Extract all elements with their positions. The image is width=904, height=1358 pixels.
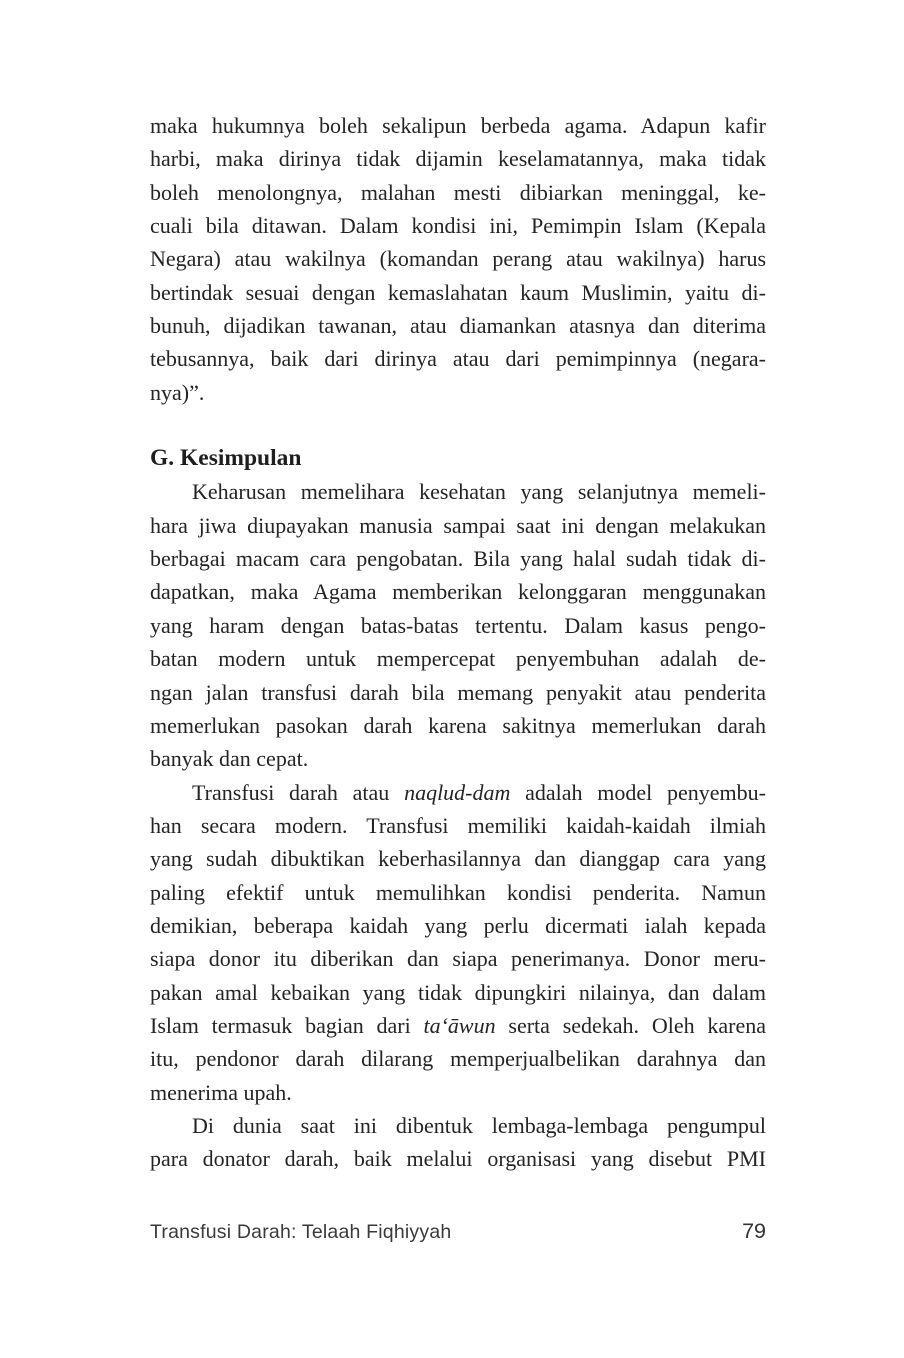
paragraph	[150, 776, 766, 1109]
text-line: tebusannya, baik dari dirinya atau dari pemimpinnya (negara-	[150, 346, 766, 372]
text-line: maka hukumnya boleh sekalipun berbeda agama. Adapun kafir	[150, 113, 766, 138]
page-footer	[150, 1219, 766, 1244]
page-number: 79	[742, 1219, 766, 1243]
text-line: yang haram dengan batas-batas tertentu. Dalam kasus pengo-	[150, 612, 766, 638]
text-line: hara jiwa diupayakan manusia sampai saat ini dengan melakukan	[150, 512, 766, 538]
paragraph	[150, 1109, 766, 1176]
text-line: banyak dan cepat.	[150, 746, 309, 772]
text-line: paling efektif untuk memulihkan kondisi penderita. Namun	[150, 879, 766, 905]
text-line: memerlukan pasokan darah karena sakitnya memerlukan darah	[150, 712, 766, 738]
page-body	[150, 109, 766, 1176]
text-line: yang sudah dibuktikan keberhasilannya dan dianggap cara yang	[150, 846, 766, 872]
text-line: Islam termasuk bagian dari ta‘āwun serta sedekah. Oleh karena	[150, 1012, 766, 1038]
text-line: Di dunia saat ini dibentuk lembaga-lembaga pengumpul	[192, 1112, 766, 1138]
section-heading: G. Kesimpulan	[150, 445, 302, 472]
text-line: para donator darah, baik melalui organisasi yang disebut PMI	[150, 1146, 766, 1172]
text-line: batan modern untuk mempercepat penyembuhan adalah de-	[150, 646, 766, 672]
text-line: siapa donor itu diberikan dan siapa penerimanya. Donor meru-	[150, 946, 766, 972]
text-line: Negara) atau wakilnya (komandan perang atau wakilnya) harus	[150, 246, 766, 272]
running-footer-title: Transfusi Darah: Telaah Fiqhiyyah	[150, 1221, 452, 1243]
text-line: demikian, beberapa kaidah yang perlu dicermati ialah kepada	[150, 912, 766, 938]
text-line: itu, pendonor darah dilarang memperjualbelikan darahnya dan	[150, 1046, 766, 1072]
text-line: harbi, maka dirinya tidak dijamin keselamatannya, maka tidak	[150, 146, 766, 172]
text-line: ngan jalan transfusi darah bila memang penyakit atau penderita	[150, 679, 766, 705]
text-line: berbagai macam cara pengobatan. Bila yang halal sudah tidak di-	[150, 546, 766, 572]
text-line: bunuh, dijadikan tawanan, atau diamankan atasnya dan diterima	[150, 313, 766, 339]
text-line: cuali bila ditawan. Dalam kondisi ini, Pemimpin Islam (Kepala	[150, 213, 766, 239]
paragraph	[150, 109, 766, 409]
text-line: pakan amal kebaikan yang tidak dipungkiri nilainya, dan dalam	[150, 979, 766, 1005]
paragraph	[150, 475, 766, 775]
text-line: han secara modern. Transfusi memiliki kaidah-kaidah ilmiah	[150, 812, 766, 838]
text-line: nya)”.	[150, 379, 205, 405]
text-line: Transfusi darah atau naqlud-dam adalah model penyembu-	[192, 779, 766, 805]
text-line: dapatkan, maka Agama memberikan kelonggaran menggunakan	[150, 579, 766, 605]
text-line: Keharusan memelihara kesehatan yang selanjutnya memeli-	[192, 479, 766, 505]
text-line: bertindak sesuai dengan kemaslahatan kaum Muslimin, yaitu di-	[150, 279, 766, 305]
text-line: boleh menolongnya, malahan mesti dibiarkan meninggal, ke-	[150, 179, 766, 205]
text-line: menerima upah.	[150, 1079, 292, 1105]
